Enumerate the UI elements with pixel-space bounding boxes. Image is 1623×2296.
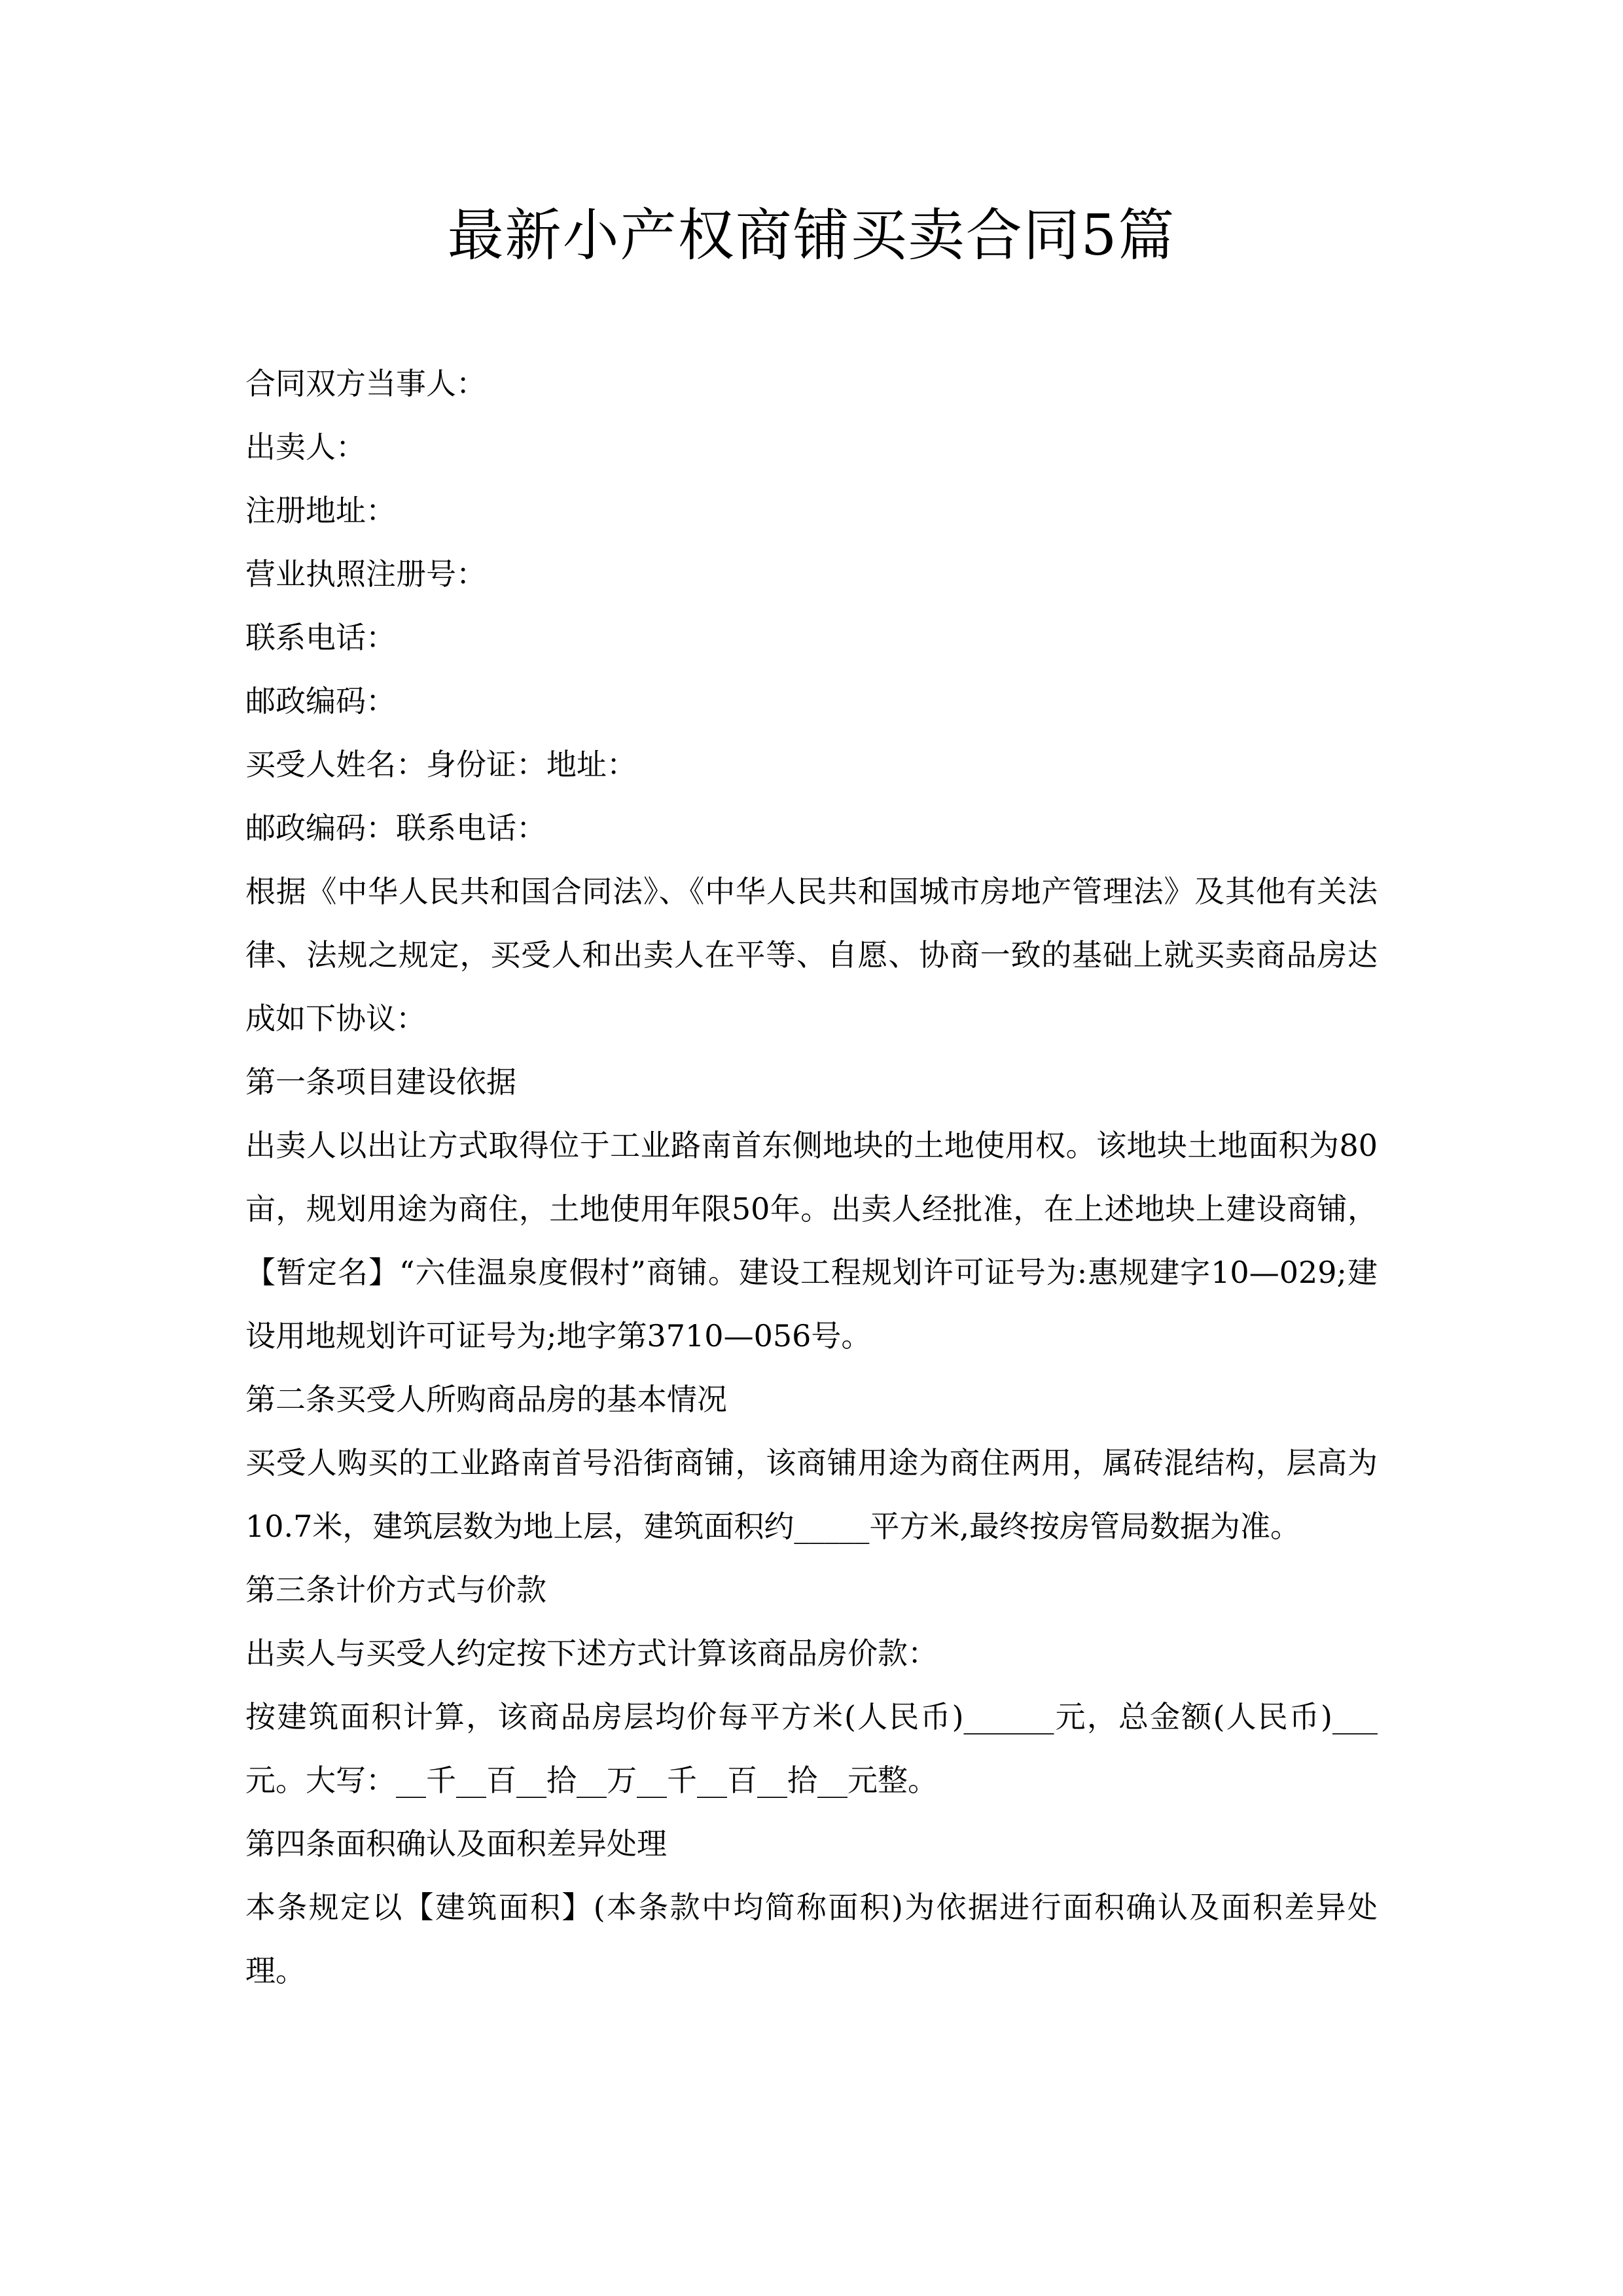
business-license-field: 营业执照注册号： [245, 556, 486, 592]
article-4-heading: 第四条面积确认及面积差异处理 [245, 1826, 667, 1861]
document-body [245, 352, 1378, 2003]
article-2-body: 买受人购买的工业路南首号沿街商铺，该商铺用途为商住两用，属砖混结构，层高为10.7米，建筑层数为地上层，建筑面积约_____平方米,最终按房管局数据为准。 [245, 1445, 1378, 1544]
article-1-heading: 第一条项目建设依据 [245, 1064, 516, 1100]
registered-address-field: 注册地址： [245, 493, 396, 528]
seller-postcode-field: 邮政编码： [245, 683, 396, 719]
buyer-contact-field: 邮政编码：联系电话： [245, 810, 546, 846]
parties-heading: 合同双方当事人： [245, 366, 486, 401]
document-title: 最新小产权商铺买卖合同5篇 [447, 203, 1176, 268]
article-3-intro: 出卖人与买受人约定按下述方式计算该商品房价款： [245, 1636, 938, 1671]
preamble-paragraph: 根据《中华人民共和国合同法》、《中华人民共和国城市房地产管理法》及其他有关法律、法规之规定，买受人和出卖人在平等、自愿、协商一致的基础上就买卖商品房达成如下协议： [245, 874, 1378, 1036]
article-3-heading: 第三条计价方式与价款 [245, 1572, 546, 1607]
article-4-body: 本条规定以【建筑面积】(本条款中均简称面积)为依据进行面积确认及面积差异处理。 [245, 1890, 1378, 1988]
article-2-heading: 第二条买受人所购商品房的基本情况 [245, 1382, 727, 1417]
seller-phone-field: 联系电话： [245, 620, 396, 655]
article-3-body: 按建筑面积计算，该商品房层均价每平方米(人民币)______元，总金额(人民币)___元。大写：__千__百__拾__万__千__百__拾__元整。 [245, 1699, 1378, 1798]
article-1-body: 出卖人以出让方式取得位于工业路南首东侧地块的土地使用权。该地块土地面积为80亩，规划用途为商住，土地使用年限50年。出卖人经批准，在上述地块上建设商铺，【暂定名】“六佳温泉度假村”商铺。建设工程规划许可证号为:惠规建字10—029;建设用地规划许可证号为;地字第3710—056号。 [245, 1128, 1378, 1354]
seller-field: 出卖人： [245, 429, 366, 465]
buyer-info-field: 买受人姓名：身份证：地址： [245, 747, 637, 782]
